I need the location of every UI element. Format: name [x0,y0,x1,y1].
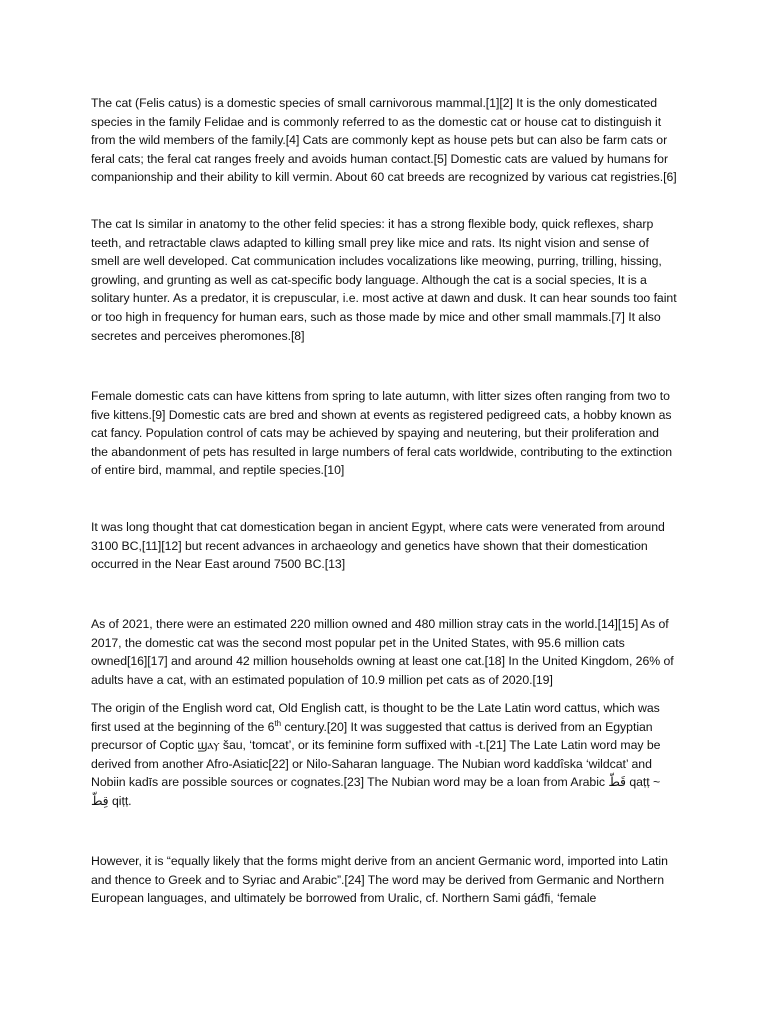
paragraph-etymology [91,699,677,811]
ordinal-superscript: th [274,718,282,728]
etymology-text-start: The origin of the English word cat, Old English catt, is thought to be the Late Latin word cattus, which was first used at the beginning of the 6 [91,701,660,734]
paragraph-germanic-origin: However, it is “equally likely that the forms might derive from an ancient Germanic word, imported into Latin and thence to Greek and to Syriac and Arabic”.[24] The word may be derived from Germanic and Northern European languages, and ultimately be borrowed from Uralic, cf. Northern Sami gáđfi, ‘female [91,854,668,906]
etymology-text-end: century.[20] It was suggested that cattus is derived from an Egyptian precursor of Coptic ϣⲁⲩ šau, ‘tomcat’, or its feminine form suffixed with -t.[21] The Late Latin word may be derived from another Afro-Asiatic[22] or Nilo-Saharan language. The Nubian word kaddîska ‘wildcat’ and Nobiin kadīs are possible sources or cognates.[23] The Nubian word may be a loan from Arabic قَطّ‎ qaṭṭ ~ قِطّ‎ qiṭṭ. [91,719,661,808]
paragraph-domestication: It was long thought that cat domestication began in ancient Egypt, where cats were venerated from around 3100 BC,[11][12] but recent advances in archaeology and genetics have shown that their domestication occurred in the Near East around 7500 BC.[13] [91,520,665,572]
paragraph-reproduction: Female domestic cats can have kittens from spring to late autumn, with litter sizes often ranging from two to five kittens.[9] Domestic cats are bred and shown at events as registered pedigreed cats, a hobby known as cat fancy. Population control of cats may be achieved by spaying and neutering, but their proliferation and the abandonment of pets has resulted in large numbers of feral cats worldwide, contributing to the extinction of entire bird, mammal, and reptile species.[10] [91,389,673,478]
paragraph-intro: The cat (Felis catus) is a domestic species of small carnivorous mammal.[1][2] It is the only domesticated species in the family Felidae and is commonly referred to as the domestic cat or house cat to distinguish it from the wild members of the family.[4] Cats are commonly kept as house pets but can also be farm cats or feral cats; the feral cat ranges freely and avoids human contact.[5] Domestic cats are valued by humans for companionship and their ability to kill vermin. About 60 cat breeds are recognized by various cat registries.[6] [91,96,677,185]
paragraph-anatomy: The cat Is similar in anatomy to the other felid species: it has a strong flexible body, quick reflexes, sharp teeth, and retractable claws adapted to killing small prey like mice and rats. Its night vision and sense of smell are well developed. Cat communication includes vocalizations like meowing, purring, trilling, hissing, growling, and grunting as well as cat-specific body language. Although the cat is a social species, It is a solitary hunter. As a predator, it is crepuscular, i.e. most active at dawn and dusk. It can hear sounds too faint or too high in frequency for human ears, such as those made by mice and other small mammals.[7] It also secretes and perceives pheromones.[8] [91,217,677,343]
paragraph-population: As of 2021, there were an estimated 220 million owned and 480 million stray cats in the world.[14][15] As of 2017, the domestic cat was the second most popular pet in the United States, with 95.6 million cats owned[16][17] and around 42 million households owning at least one cat.[18] In the United Kingdom, 26% of adults have a cat, with an estimated population of 10.9 million pet cats as of 2020.[19] [91,617,674,687]
